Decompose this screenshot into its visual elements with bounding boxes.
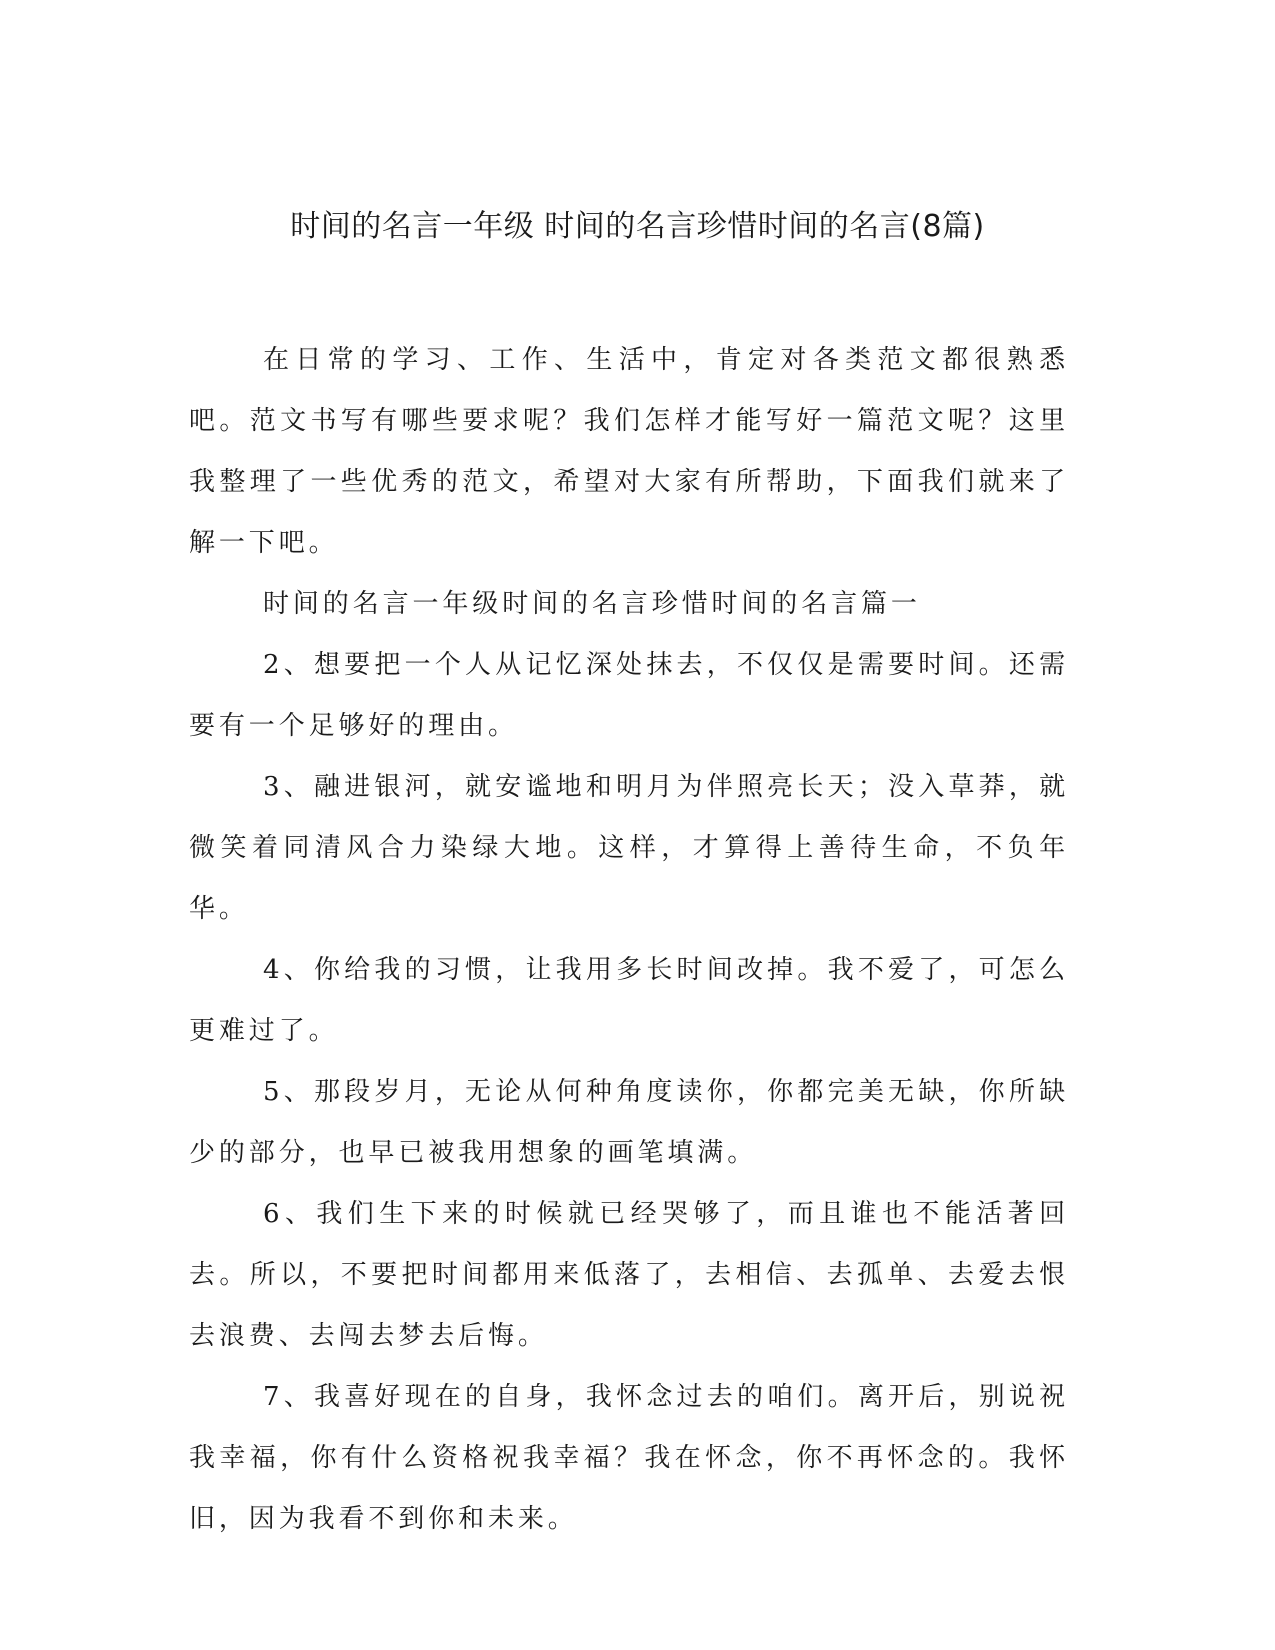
document-body [189, 330, 1069, 1550]
section-heading: 时间的名言一年级时间的名言珍惜时间的名言篇一 [263, 589, 921, 619]
quote-paragraph-2: 2、想要把一个人从记忆深处抹去，不仅仅是需要时间。还需要有一个足够好的理由。 [189, 650, 1069, 741]
quote-paragraph-5: 5、那段岁月，无论从何种角度读你，你都完美无缺，你所缺少的部分，也早已被我用想象的画笔填满。 [189, 1077, 1069, 1168]
intro-paragraph: 在日常的学习、工作、生活中，肯定对各类范文都很熟悉吧。范文书写有哪些要求呢？我们怎样才能写好一篇范文呢？这里我整理了一些优秀的范文，希望对大家有所帮助，下面我们就来了解一下吧。 [189, 345, 1069, 558]
quote-paragraph-4: 4、你给我的习惯，让我用多长时间改掉。我不爱了，可怎么更难过了。 [189, 955, 1069, 1046]
quote-paragraph-3: 3、融进银河，就安谧地和明月为伴照亮长天；没入草莽，就微笑着同清风合力染绿大地。这样，才算得上善待生命，不负年华。 [189, 772, 1069, 924]
quote-paragraph-7: 7、我喜好现在的自身，我怀念过去的咱们。离开后，别说祝我幸福，你有什么资格祝我幸福？我在怀念，你不再怀念的。我怀旧，因为我看不到你和未来。 [189, 1382, 1069, 1534]
quote-paragraph-6: 6、我们生下来的时候就已经哭够了，而且谁也不能活著回去。所以，不要把时间都用来低落了，去相信、去孤单、去爱去恨去浪费、去闯去梦去后悔。 [189, 1199, 1069, 1351]
document-title: 时间的名言一年级 时间的名言珍惜时间的名言(8篇) [290, 209, 985, 244]
